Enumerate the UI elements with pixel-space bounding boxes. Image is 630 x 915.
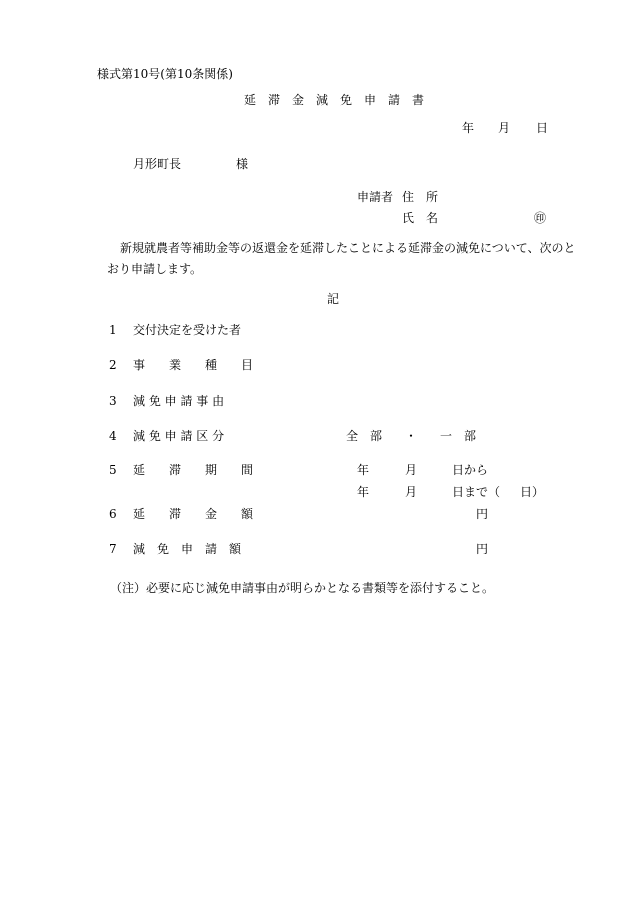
period-until-year: 年 — [357, 485, 370, 499]
item-number: 2 — [109, 358, 117, 372]
item-label: 延 滞 金 額 — [133, 507, 254, 521]
option-part: 一 部 — [440, 429, 477, 443]
date-day: 日 — [536, 121, 549, 135]
item-number: 7 — [109, 542, 117, 556]
addressee-honorific: 様 — [236, 157, 249, 171]
applicant-name-label: 氏 名 — [402, 211, 439, 225]
option-separator: ・ — [405, 429, 418, 443]
item-number: 3 — [109, 394, 117, 408]
addressee-mayor: 月形町長 — [133, 157, 182, 171]
applicant-address-label: 住 所 — [402, 190, 439, 204]
option-all: 全 部 — [346, 429, 383, 443]
item-number: 6 — [109, 507, 117, 521]
seal-mark: ㊞ — [534, 211, 547, 225]
item-label: 事 業 種 目 — [133, 358, 254, 372]
yen-unit: 円 — [476, 542, 489, 556]
item-number: 4 — [109, 429, 117, 443]
item-label: 減 免 申 請 区 分 — [133, 429, 225, 443]
item-label: 減 免 申 請 事 由 — [133, 394, 225, 408]
period-until-day: 日まで（ — [452, 485, 501, 499]
period-from-month: 月 — [405, 463, 418, 477]
ki-heading: 記 — [327, 292, 340, 306]
date-month: 月 — [498, 121, 511, 135]
item-label: 延 滞 期 間 — [133, 463, 254, 477]
period-until-month: 月 — [405, 485, 418, 499]
item-label: 減 免 申 請 額 — [133, 542, 242, 556]
item-number: 5 — [109, 463, 117, 477]
body-line-2: おり申請します。 — [107, 262, 203, 276]
document-title: 延 滞 金 減 免 申 請 書 — [244, 93, 425, 107]
applicant-label: 申請者 — [357, 190, 394, 204]
yen-unit: 円 — [476, 507, 489, 521]
period-from-day: 日から — [452, 463, 489, 477]
date-year: 年 — [462, 121, 475, 135]
body-line-1: 新規就農者等補助金等の返還金を延滞したことによる延滞金の減免について、次のと — [120, 241, 576, 255]
note: （注）必要に応じ減免申請事由が明らかとなる書類等を添付すること。 — [110, 581, 495, 595]
period-days: 日） — [520, 485, 545, 499]
period-from-year: 年 — [357, 463, 370, 477]
item-label: 交付決定を受けた者 — [133, 323, 242, 337]
form-number: 様式第10号(第10条関係) — [97, 67, 233, 81]
item-number: 1 — [109, 323, 117, 337]
